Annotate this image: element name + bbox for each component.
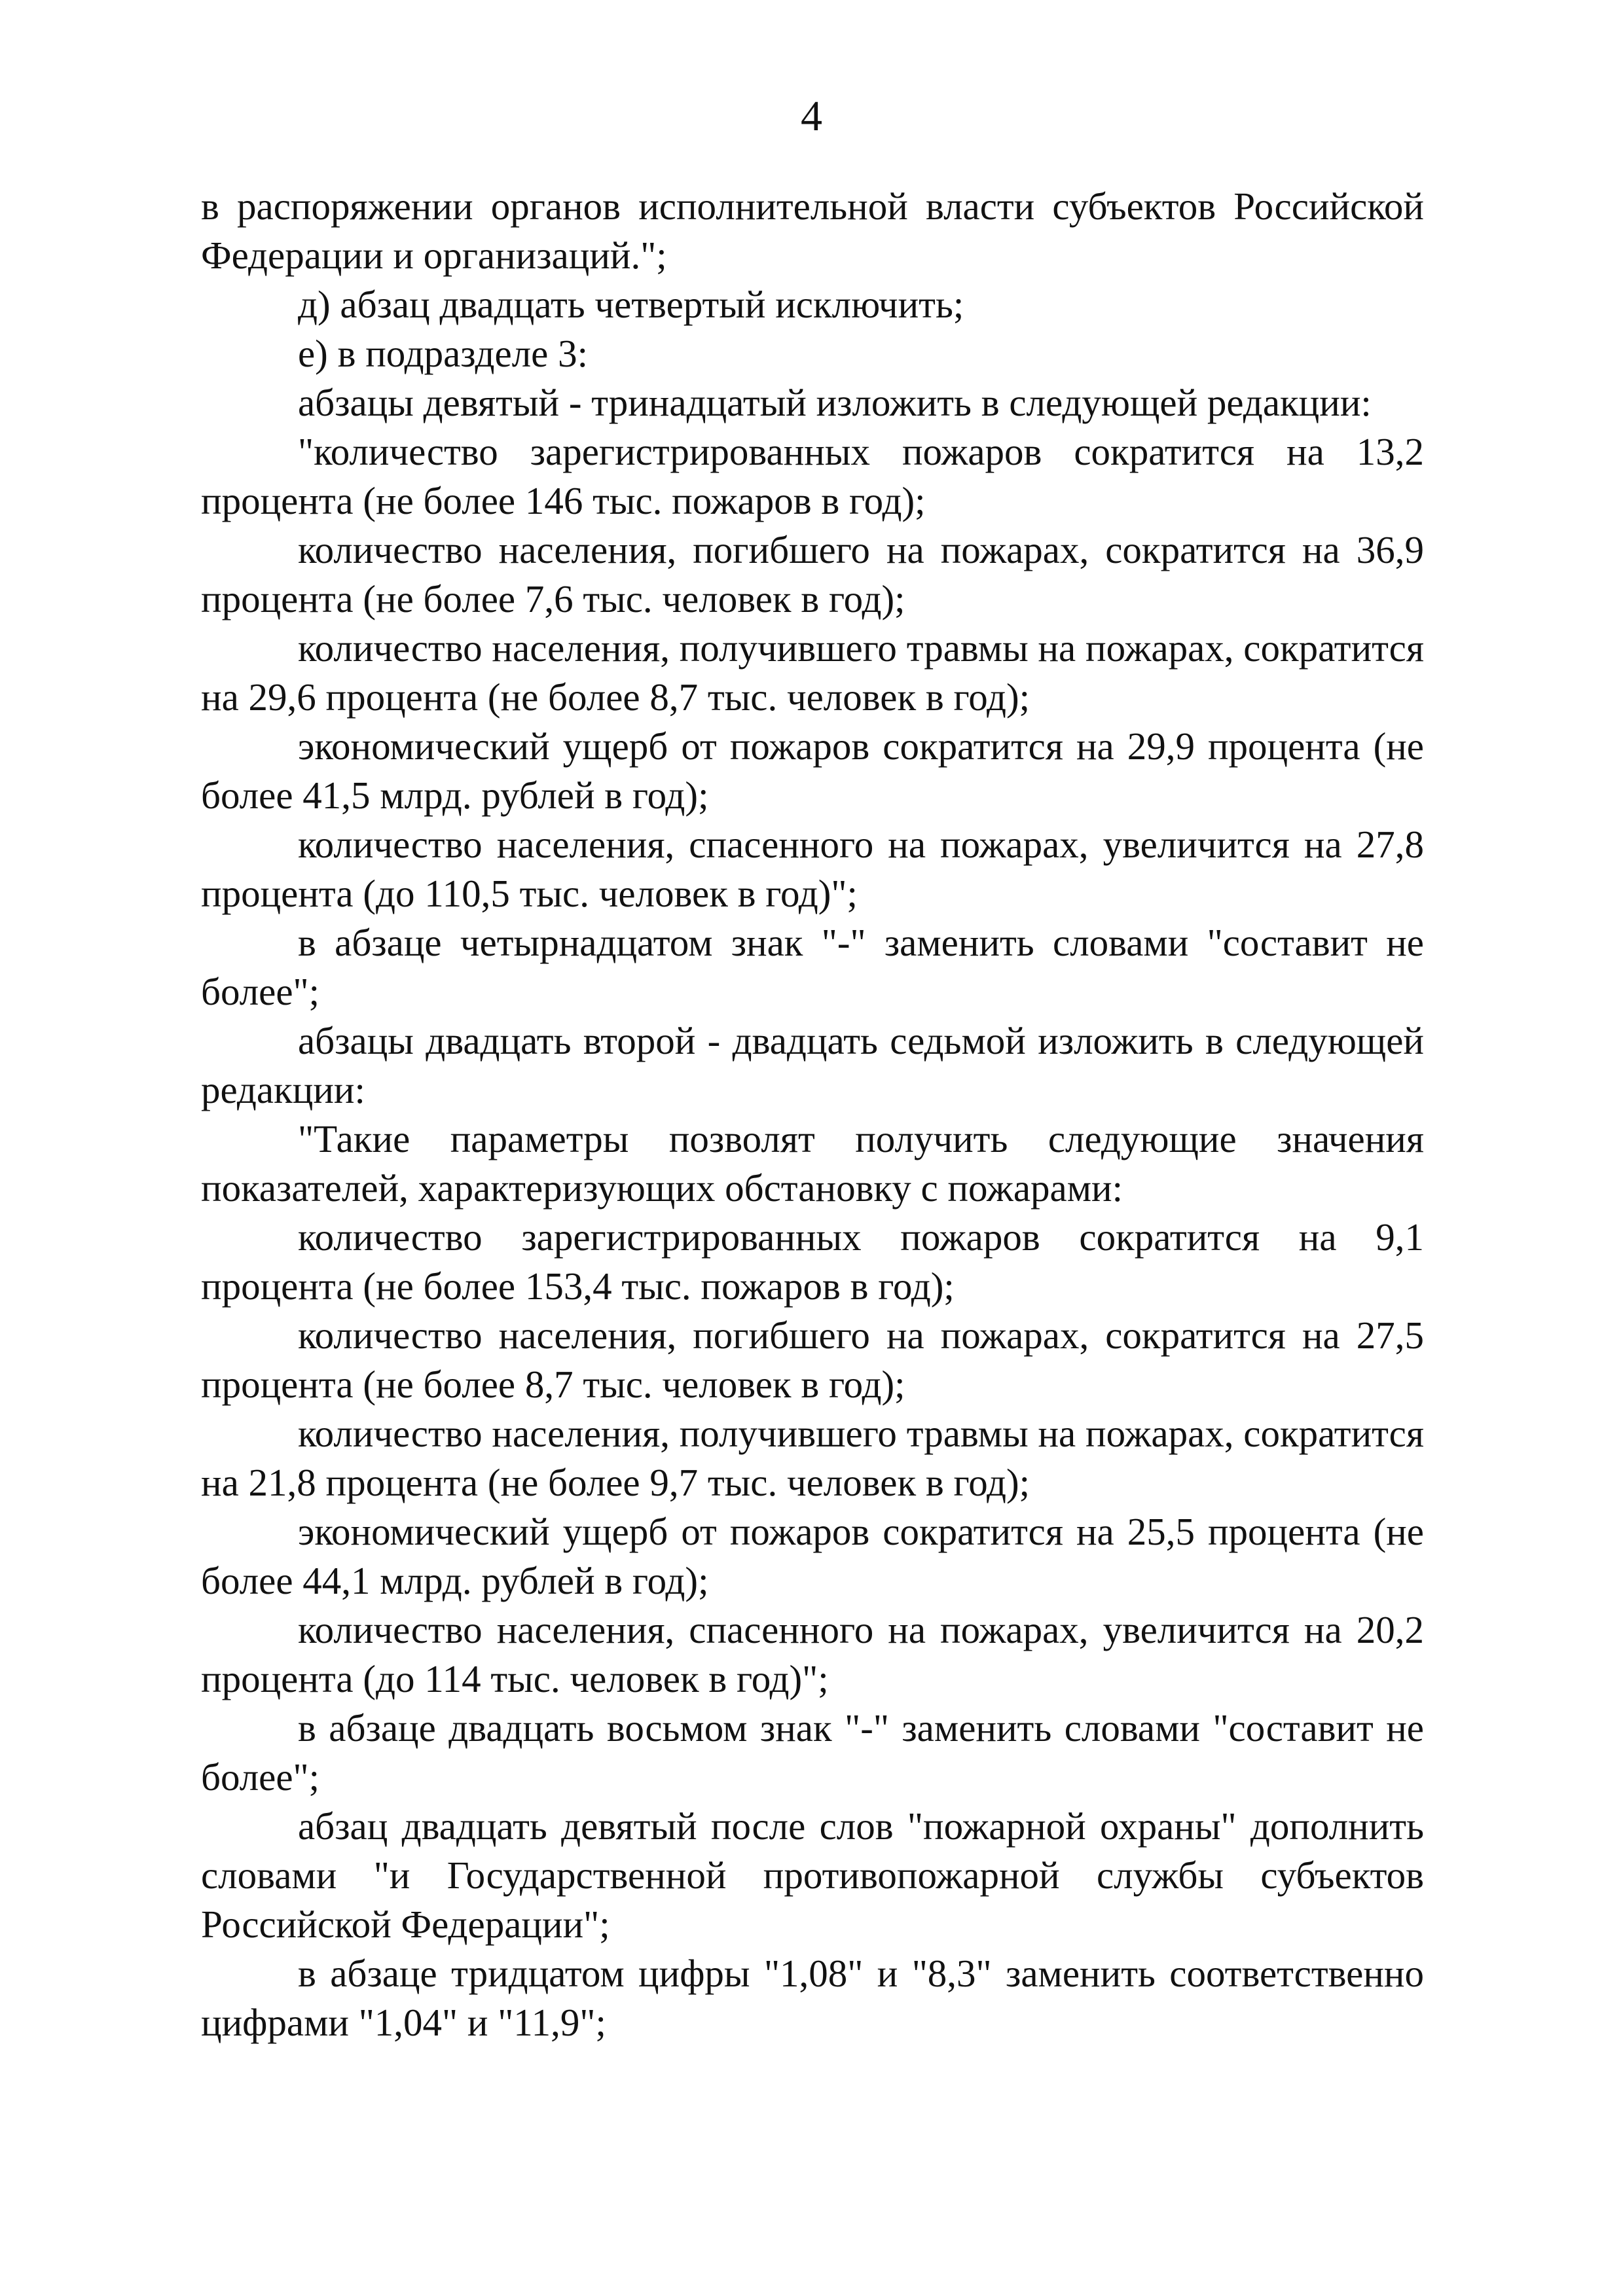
paragraph-3: е) в подразделе 3: [298,332,588,375]
paragraph-2: д) абзац двадцать четвертый исключить; [298,283,964,326]
page-number: 4 [801,92,822,140]
paragraph-19: абзац двадцать девятый после слов "пожарной охраны" дополнить словами "и Государственной противопожарной службы субъектов Российской Федерации"; [201,1804,1424,1946]
paragraph-7: количество населения, получившего травмы на пожарах, сократится на 29,6 процента (не более 8,7 тыс. человек в год); [201,626,1424,719]
paragraph-12: "Такие параметры позволят получить следующие значения показателей, характеризующих обстановку с пожарами: [201,1117,1424,1210]
document-body [201,182,1424,2047]
paragraph-20: в абзаце тридцатом цифры "1,08" и "8,3" заменить соответственно цифрами "1,04" и "11,9"; [201,1952,1424,2044]
paragraph-16: экономический ущерб от пожаров сократится на 25,5 процента (не более 44,1 млрд. рублей в год); [201,1510,1424,1602]
paragraph-6: количество населения, погибшего на пожарах, сократится на 36,9 процента (не более 7,6 тыс. человек в год); [201,528,1424,620]
paragraph-15: количество населения, получившего травмы на пожарах, сократится на 21,8 процента (не более 9,7 тыс. человек в год); [201,1412,1424,1504]
paragraph-17: количество населения, спасенного на пожарах, увеличится на 20,2 процента (до 114 тыс. человек в год)"; [201,1608,1424,1700]
paragraph-4: абзацы девятый - тринадцатый изложить в следующей редакции: [298,381,1372,424]
paragraph-8: экономический ущерб от пожаров сократится на 29,9 процента (не более 41,5 млрд. рублей в год); [201,725,1424,817]
paragraph-10: в абзаце четырнадцатом знак "-" заменить словами "составит не более"; [201,921,1424,1013]
paragraph-18: в абзаце двадцать восьмом знак "-" заменить словами "составит не более"; [201,1706,1424,1799]
paragraph-9: количество населения, спасенного на пожарах, увеличится на 27,8 процента (до 110,5 тыс. человек в год)"; [201,823,1424,915]
paragraph-5: "количество зарегистрированных пожаров сократится на 13,2 процента (не более 146 тыс. пожаров в год); [201,430,1424,522]
paragraph-14: количество населения, погибшего на пожарах, сократится на 27,5 процента (не более 8,7 тыс. человек в год); [201,1314,1424,1406]
paragraph-1: в распоряжении органов исполнительной власти субъектов Российской Федерации и организаций."; [201,185,1424,277]
paragraph-11: абзацы двадцать второй - двадцать седьмой изложить в следующей редакции: [201,1019,1424,1111]
paragraph-13: количество зарегистрированных пожаров сократится на 9,1 процента (не более 153,4 тыс. пожаров в год); [201,1215,1424,1308]
